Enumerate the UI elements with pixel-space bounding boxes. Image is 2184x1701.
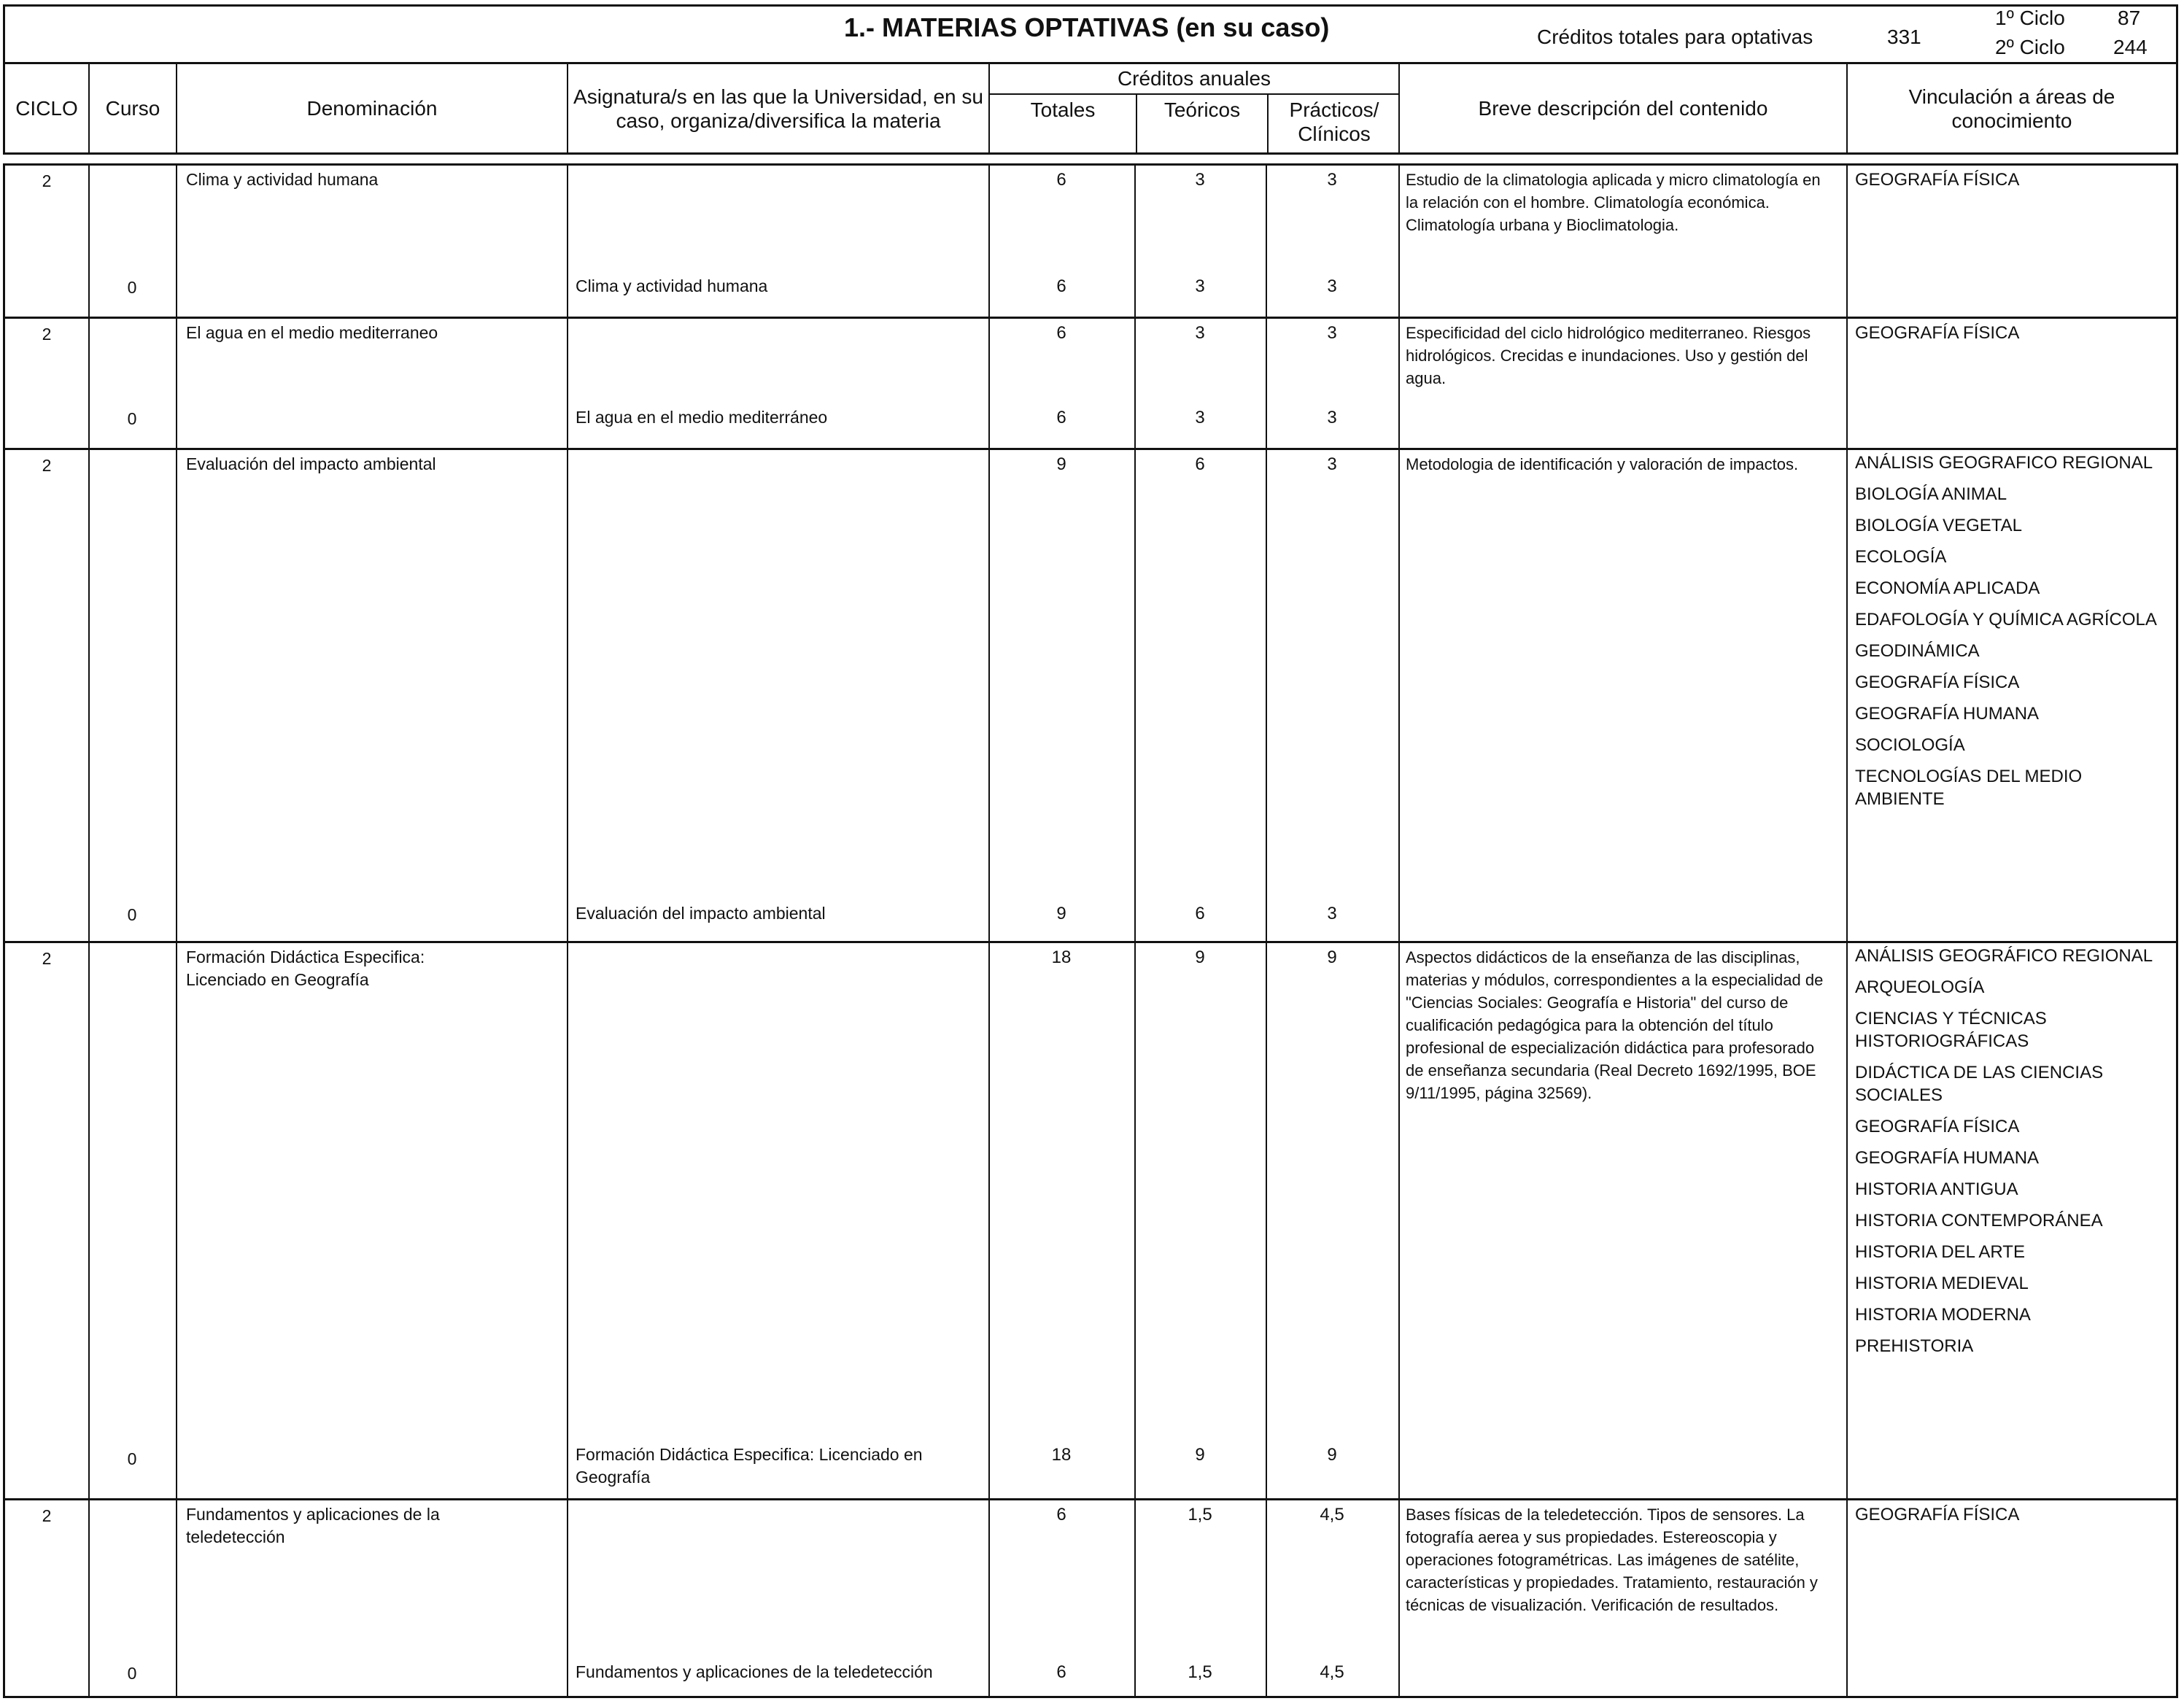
sub-totales-value: 9 xyxy=(1056,904,1066,923)
totales-value: 6 xyxy=(1056,170,1066,190)
sub-practicos-value: 3 xyxy=(1327,904,1337,923)
totales-value: 6 xyxy=(1056,1505,1066,1524)
ciclo-value: 2 xyxy=(42,171,52,190)
materia-row xyxy=(3,163,2178,317)
descripcion-value: Aspectos didácticos de la enseñanza de las disciplinas, materias y módulos, correspondientes a la especialidad de "Ciencias Sociales: Geografía e Historia" del curso de cualificación pedagógica para la obtención del título profesional de especialización didáctica para profesorado de enseñanza secundaria (Real Decreto 1692/1995, BOE 9/11/1995, página 32569). xyxy=(1406,948,1824,1102)
area-item: GEOGRAFÍA FÍSICA xyxy=(1855,323,2020,343)
ciclo-value: 2 xyxy=(42,456,52,475)
materia-row xyxy=(3,941,2178,1498)
practicos-value: 3 xyxy=(1327,170,1337,190)
denominacion-value: Evaluación del impacto ambiental xyxy=(186,454,436,473)
materia-row xyxy=(3,317,2178,448)
title-bar xyxy=(3,4,2178,64)
area-item: HISTORIA CONTEMPORÁNEA xyxy=(1855,1211,2103,1231)
curso-value: 0 xyxy=(127,905,137,924)
practicos-value: 9 xyxy=(1327,948,1337,967)
area-item: BIOLOGÍA ANIMAL xyxy=(1855,484,2007,504)
materia-row xyxy=(3,1498,2178,1698)
credits-label: Créditos totales para optativas xyxy=(1537,26,1813,48)
denominacion-value: Fundamentos y aplicaciones de la teledetección xyxy=(186,1505,440,1546)
area-item: DIDÁCTICA DE LAS CIENCIAS SOCIALES xyxy=(1855,1063,2104,1105)
sub-teoricos-value: 6 xyxy=(1195,904,1205,923)
asignatura-value: Formación Didáctica Especifica: Licenciado en Geografía xyxy=(576,1445,923,1487)
totales-value: 6 xyxy=(1056,323,1066,343)
sub-practicos-value: 3 xyxy=(1327,408,1337,427)
sub-practicos-value: 3 xyxy=(1327,276,1337,296)
area-item: SOCIOLOGÍA xyxy=(1855,735,1965,755)
area-item: GEOGRAFÍA FÍSICA xyxy=(1855,1505,2020,1524)
sub-teoricos-value: 3 xyxy=(1195,408,1205,427)
sub-teoricos-value: 9 xyxy=(1195,1445,1205,1465)
sub-practicos-value: 4,5 xyxy=(1320,1662,1344,1682)
denominacion-value: Clima y actividad humana xyxy=(186,170,379,189)
practicos-value: 3 xyxy=(1327,323,1337,343)
col-group-creditos xyxy=(988,64,1398,152)
areas-list xyxy=(1855,168,2161,200)
curso-value: 0 xyxy=(127,278,137,297)
credits-total: 331 xyxy=(1887,26,1921,48)
area-item: HISTORIA MEDIEVAL xyxy=(1855,1274,2029,1293)
area-item: GEODINÁMICA xyxy=(1855,641,1980,661)
descripcion-value: Metodologia de identificación y valoración de impactos. xyxy=(1406,455,1799,473)
asignatura-value: Evaluación del impacto ambiental xyxy=(576,904,826,923)
areas-list xyxy=(1855,322,2161,353)
teoricos-value: 6 xyxy=(1195,454,1205,474)
ciclo-value: 2 xyxy=(42,1506,52,1525)
sub-totales-value: 6 xyxy=(1056,1662,1066,1682)
area-item: PREHISTORIA xyxy=(1855,1336,1974,1356)
area-item: GEOGRAFÍA FÍSICA xyxy=(1855,1117,2020,1136)
cycle-2-label: 2º Ciclo xyxy=(1995,36,2065,58)
area-item: ECOLOGÍA xyxy=(1855,547,1947,567)
col-asignatura: Asignatura/s en las que la Universidad, en su caso, organiza/diversifica la materia xyxy=(567,64,988,152)
curso-value: 0 xyxy=(127,1449,137,1468)
col-ciclo: CICLO xyxy=(15,97,78,120)
practicos-value: 4,5 xyxy=(1320,1505,1344,1524)
area-item: HISTORIA MODERNA xyxy=(1855,1305,2031,1325)
totales-value: 9 xyxy=(1056,454,1066,474)
cycle-2-value: 244 xyxy=(2113,36,2148,58)
sub-teoricos-value: 3 xyxy=(1195,276,1205,296)
col-teoricos: Teóricos xyxy=(1136,95,1267,152)
practicos-value: 3 xyxy=(1327,454,1337,474)
area-item: EDAFOLOGÍA Y QUÍMICA AGRÍCOLA xyxy=(1855,610,2157,629)
area-item: HISTORIA ANTIGUA xyxy=(1855,1179,2018,1199)
page-title: 1.- MATERIAS OPTATIVAS (en su caso) xyxy=(844,12,1330,42)
curso-value: 0 xyxy=(127,409,137,428)
areas-list xyxy=(1855,1503,2161,1535)
sub-totales-value: 18 xyxy=(1051,1445,1072,1465)
col-totales: Totales xyxy=(1030,98,1096,121)
col-vinculacion: Vinculación a áreas de conocimiento xyxy=(1846,64,2176,152)
sub-totales-value: 6 xyxy=(1056,276,1066,296)
areas-list xyxy=(1855,452,2161,819)
col-practicos: Prácticos/ Clínicos xyxy=(1267,95,1400,152)
area-item: GEOGRAFÍA HUMANA xyxy=(1855,1148,2040,1168)
teoricos-value: 3 xyxy=(1195,170,1205,190)
asignatura-value: Fundamentos y aplicaciones de la teledetección xyxy=(576,1662,933,1681)
denominacion-value: Formación Didáctica Especifica: Licenciado en Geografía xyxy=(186,948,425,989)
area-item: TECNOLOGÍAS DEL MEDIO AMBIENTE xyxy=(1855,767,2083,809)
teoricos-value: 1,5 xyxy=(1188,1505,1212,1524)
teoricos-value: 9 xyxy=(1195,948,1205,967)
sub-totales-value: 6 xyxy=(1056,408,1066,427)
cycle-1-label: 1º Ciclo xyxy=(1995,7,2065,29)
area-item: ARQUEOLOGÍA xyxy=(1855,977,1985,997)
ciclo-value: 2 xyxy=(42,325,52,344)
asignatura-value: Clima y actividad humana xyxy=(576,276,768,295)
column-header-row xyxy=(3,64,2178,155)
totales-value: 18 xyxy=(1051,948,1072,967)
curso-value: 0 xyxy=(127,1664,137,1683)
descripcion-value: Estudio de la climatologia aplicada y micro climatología en la relación con el hombre. Climatología económica. Climatología urbana y Bioclimatologia. xyxy=(1406,171,1821,234)
col-curso: Curso xyxy=(88,64,176,152)
col-descripcion: Breve descripción del contenido xyxy=(1398,64,1846,152)
areas-list xyxy=(1855,945,2161,1366)
sub-teoricos-value: 1,5 xyxy=(1188,1662,1212,1682)
area-item: HISTORIA DEL ARTE xyxy=(1855,1242,2025,1262)
area-item: BIOLOGÍA VEGETAL xyxy=(1855,516,2022,535)
materia-row xyxy=(3,448,2178,941)
area-item: GEOGRAFÍA FÍSICA xyxy=(1855,170,2020,190)
sub-practicos-value: 9 xyxy=(1327,1445,1337,1465)
asignatura-value: El agua en el medio mediterráneo xyxy=(576,408,828,427)
descripcion-value: Especificidad del ciclo hidrológico mediterraneo. Riesgos hidrológicos. Crecidas e inundaciones. Uso y gestión del agua. xyxy=(1406,324,1811,387)
col-creditos-anuales: Créditos anuales xyxy=(990,64,1398,95)
area-item: GEOGRAFÍA FÍSICA xyxy=(1855,673,2020,692)
teoricos-value: 3 xyxy=(1195,323,1205,343)
area-item: ANÁLISIS GEOGRAFICO REGIONAL xyxy=(1855,453,2153,473)
denominacion-value: El agua en el medio mediterraneo xyxy=(186,323,438,342)
col-denominacion: Denominación xyxy=(176,64,567,152)
area-item: GEOGRAFÍA HUMANA xyxy=(1855,704,2040,724)
descripcion-value: Bases físicas de la teledetección. Tipos de sensores. La fotografía aerea y sus propiedades. Estereoscopia y operaciones fotogramétricas. Las imágenes de satélite, características y propiedades. Tratamiento, restauración y técnicas de visualización. Verificación de resultados. xyxy=(1406,1506,1818,1614)
area-item: ECONOMÍA APLICADA xyxy=(1855,578,2040,598)
area-item: ANÁLISIS GEOGRÁFICO REGIONAL xyxy=(1855,946,2153,966)
cycle-1-value: 87 xyxy=(2118,7,2141,29)
area-item: CIENCIAS Y TÉCNICAS HISTORIOGRÁFICAS xyxy=(1855,1009,2047,1051)
ciclo-value: 2 xyxy=(42,949,52,968)
